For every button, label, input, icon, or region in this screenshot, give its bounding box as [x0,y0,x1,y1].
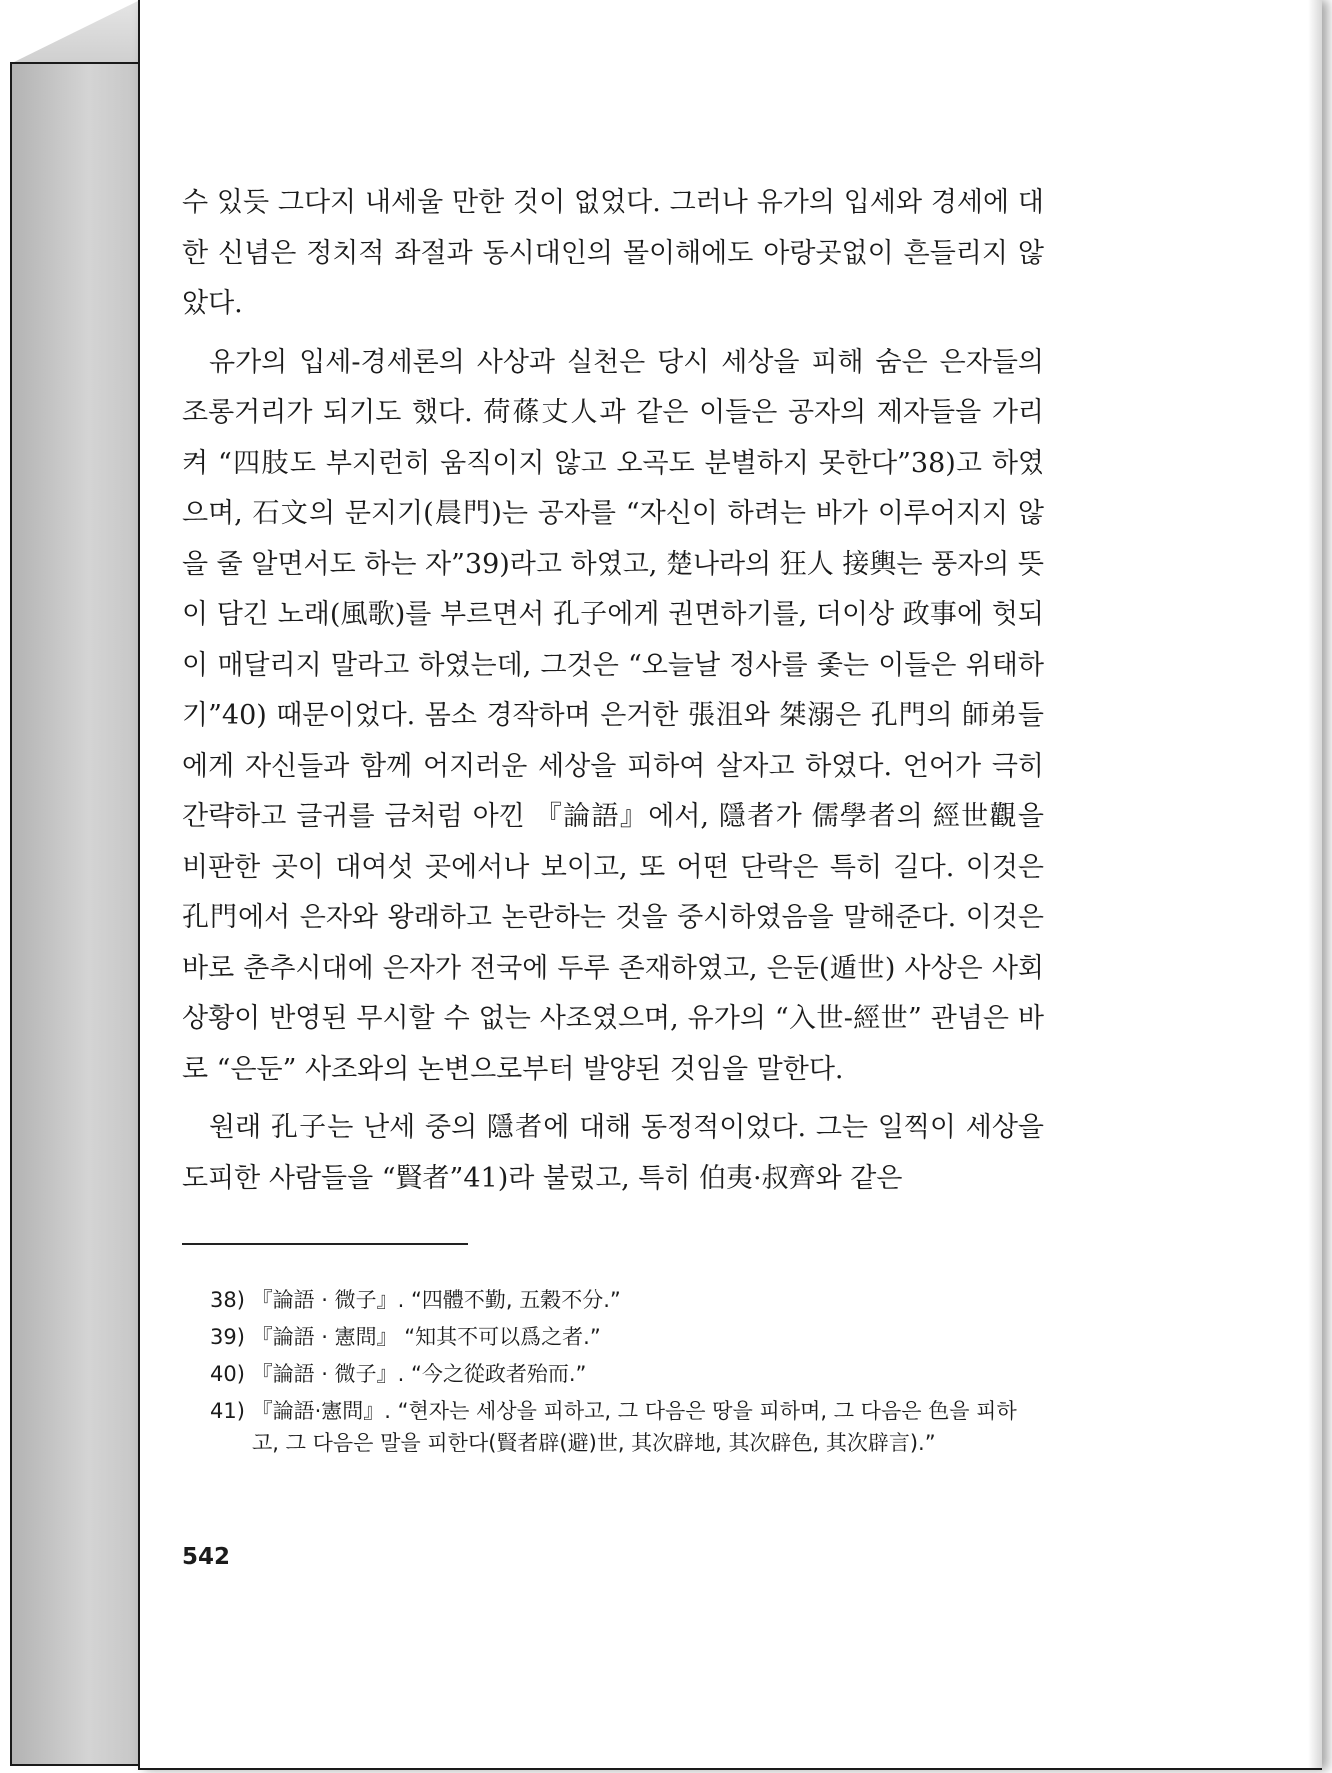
footnote-41: 41) 『論語·憲問』. “현자는 세상을 피하고, 그 다음은 땅을 피하며, 그 다음은 色을 피하고, 그 다음은 말을 피한다(賢者辟(避)世, 其次辟地, 其次辟色, 其次辟言).” [210,1399,1017,1455]
footnote-38: 38) 『論語 · 微子』. “四體不勤, 五穀不分.” [210,1288,621,1312]
paragraph-2: 유가의 입세-경세론의 사상과 실천은 당시 세상을 피해 숨은 은자들의 조롱거리가 되기도 했다. 荷蓧丈人과 같은 이들은 공자의 제자들을 가리켜 “四肢도 부지런히 움직이지 않고 오곡도 분별하지 못한다”38)고 하였으며, 石文의 문지기(晨門)는 공자를 “자신이 하려는 바가 이루어지지 않을 줄 알면서도 하는 자”39)라고 하였고, 楚나라의 狂人 接輿는 풍자의 뜻이 담긴 노래(風歌)를 부르면서 孔子에게 권면하기를, 더이상 政事에 헛되이 매달리지 말라고 하였는데, 그것은 “오늘날 정사를 좇는 이들은 위태하기”40) 때문이었다. 몸소 경작하며 은거한 張沮와 桀溺은 孔門의 師弟들에게 자신들과 함께 어지러운 세상을 피하여 살자고 하였다. 언어가 극히 간략하고 글귀를 금처럼 아낀 『論語』에서, 隱者가 儒學者의 經世觀을 비판한 곳이 대여섯 곳에서나 보이고, 또 어떤 단락은 특히 길다. 이것은 孔門에서 은자와 왕래하고 논란하는 것을 중시하였음을 말해준다. 이것은 바로 춘추시대에 은자가 전국에 두루 존재하였고, 은둔(遁世) 사상은 사회상황이 반영된 무시할 수 없는 사조였으며, 유가의 “入世-經世” 관념은 바로 “은둔” 사조와의 논변으로부터 발양된 것임을 말한다. [182,346,1044,1085]
page-edge-shadow [1308,0,1322,1768]
footnotes [210,1284,1042,1464]
footnote-39: 39) 『論語 · 憲問』 “知其不可以爲之者.” [210,1325,601,1349]
book-spine-top [10,0,140,64]
book-spine [10,62,140,1766]
body-text [182,178,1044,1212]
footnote-divider [182,1243,468,1245]
page-number: 542 [182,1544,231,1570]
paragraph-3: 원래 孔子는 난세 중의 隱者에 대해 동정적이었다. 그는 일찍이 세상을 도피한 사람들을 “賢者”41)라 불렀고, 특히 伯夷·叔齊와 같은 [182,1112,1044,1194]
paragraph-1: 수 있듯 그다지 내세울 만한 것이 없었다. 그러나 유가의 입세와 경세에 대한 신념은 정치적 좌절과 동시대인의 몰이해에도 아랑곳없이 흔들리지 않았다. [182,187,1044,319]
footnote-40: 40) 『論語 · 微子』. “今之從政者殆而.” [210,1362,587,1386]
